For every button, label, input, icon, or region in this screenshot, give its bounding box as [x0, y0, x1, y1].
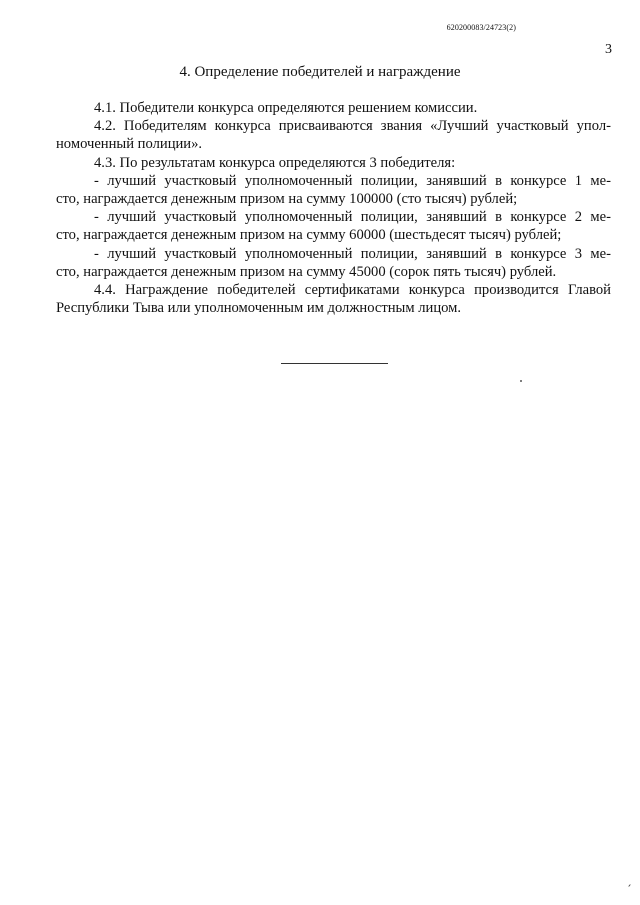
document-body [56, 99, 611, 317]
paragraph-line: сто, награждается денежным призом на сумму 60000 (шестьдесят тысяч) рублей; [56, 227, 562, 244]
paragraph-4-4-continuation [56, 299, 611, 317]
paragraph-line: - лучший участковый уполномоченный полиции, занявший в конкурсе 2 ме- [94, 209, 611, 226]
paragraph-4-3 [56, 154, 611, 172]
scan-artifact [520, 380, 522, 382]
paragraph-line: 4.2. Победителям конкурса присваиваются звания «Лучший участковый упол- [94, 118, 611, 135]
paragraph-4-2 [56, 117, 611, 135]
list-item-first-place [56, 172, 611, 190]
scan-artifact [628, 884, 631, 887]
document-id: 620200083/24723(2) [446, 23, 516, 32]
page-number: 3 [605, 42, 612, 57]
list-item-third-place [56, 245, 611, 263]
paragraph-line: сто, награждается денежным призом на сумму 100000 (сто тысяч) рублей; [56, 191, 518, 208]
paragraph-line: 4.4. Награждение победителей сертификатами конкурса производится Главой [94, 282, 611, 299]
paragraph-4-2-continuation [56, 135, 611, 153]
paragraph-4-1 [56, 99, 611, 117]
paragraph-line: - лучший участковый уполномоченный полиции, занявший в конкурсе 1 ме- [94, 172, 611, 189]
end-separator-line [281, 363, 388, 364]
paragraph-line: 4.3. По результатам конкурса определяются 3 победителя: [94, 154, 456, 171]
section-title: 4. Определение победителей и награждение [179, 64, 461, 80]
list-item-second-place [56, 208, 611, 226]
list-item-third-place-continuation [56, 263, 611, 281]
paragraph-line: сто, награждается денежным призом на сумму 45000 (сорок пять тысяч) рублей. [56, 263, 557, 280]
list-item-first-place-continuation [56, 190, 611, 208]
list-item-second-place-continuation [56, 226, 611, 244]
paragraph-4-4 [56, 281, 611, 299]
paragraph-line: - лучший участковый уполномоченный полиции, занявший в конкурсе 3 ме- [94, 245, 611, 262]
paragraph-line: 4.1. Победители конкурса определяются решением комиссии. [94, 100, 478, 116]
paragraph-line: номоченный полиции». [56, 136, 203, 153]
paragraph-line: Республики Тыва или уполномоченным им должностным лицом. [56, 300, 462, 317]
